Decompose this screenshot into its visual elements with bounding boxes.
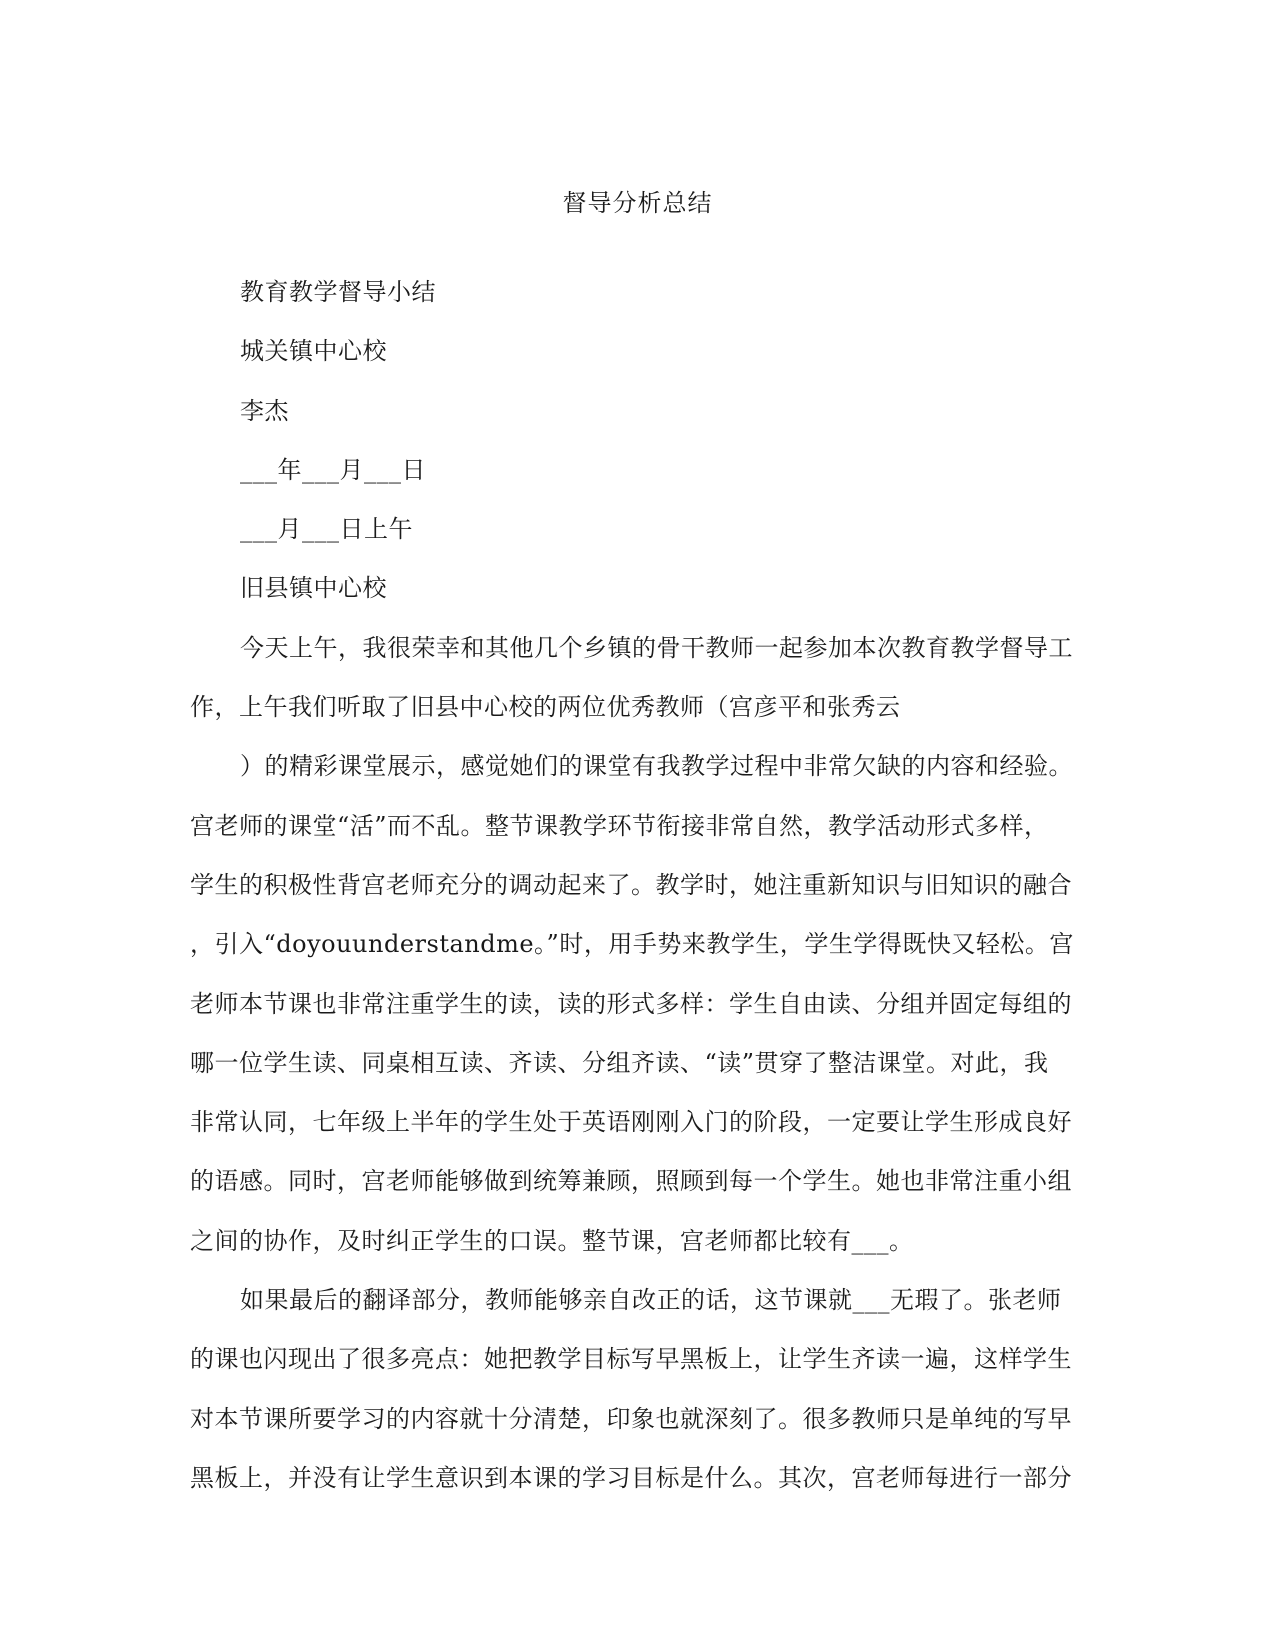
- body-line: 之间的协作，及时纠正学生的口误。整节课，宫老师都比较有___。: [190, 1226, 914, 1255]
- body-line: 如果最后的翻译部分，教师能够亲自改正的话，这节课就___无瑕了。张老师: [240, 1286, 1062, 1315]
- body-line: 的语感。同时，宫老师能够做到统筹兼顾，照顾到每一个学生。她也非常注重小组: [190, 1167, 1072, 1196]
- body-line: 学生的积极性背宫老师充分的调动起来了。教学时，她注重新知识与旧知识的融合: [190, 870, 1072, 899]
- body-line: 非常认同，七年级上半年的学生处于英语刚刚入门的阶段，一定要让学生形成良好: [190, 1108, 1072, 1137]
- body-line: 教育教学督导小结: [240, 278, 436, 306]
- body-line: 李杰: [240, 396, 289, 425]
- body-line: 对本节课所要学习的内容就十分清楚，印象也就深刻了。很多教师只是单纯的写早: [190, 1404, 1072, 1433]
- document-body: [190, 263, 1092, 1508]
- body-line: 黑板上，并没有让学生意识到本课的学习目标是什么。其次，宫老师每进行一部分: [190, 1463, 1072, 1492]
- body-line: ___月___日上午: [240, 515, 413, 544]
- body-line: 今天上午，我很荣幸和其他几个乡镇的骨干教师一起参加本次教育教学督导工: [240, 633, 1073, 662]
- body-line: ___年___月___日: [240, 455, 426, 484]
- body-line: 作，上午我们听取了旧县中心校的两位优秀教师（宫彦平和张秀云: [190, 693, 901, 722]
- body-line: ）的精彩课堂展示，感觉她们的课堂有我教学过程中非常欠缺的内容和经验。: [240, 752, 1073, 781]
- body-line: 宫老师的课堂“活”而不乱。整节课教学环节衔接非常自然，教学活动形式多样，: [190, 811, 1049, 840]
- document-title: 督导分析总结: [562, 189, 713, 217]
- body-line: ，引入“doyouunderstandme。”时，用手势来教学生，学生学得既快又轻松。宫: [190, 930, 1074, 959]
- body-line: 哪一位学生读、同桌相互读、齐读、分组齐读、“读”贯穿了整洁课堂。对此，我: [190, 1048, 1049, 1077]
- body-line: 的课也闪现出了很多亮点：她把教学目标写早黑板上，让学生齐读一遍，这样学生: [190, 1345, 1072, 1374]
- body-line: 城关镇中心校: [240, 337, 387, 366]
- body-line: 旧县镇中心校: [240, 574, 387, 603]
- body-line: 老师本节课也非常注重学生的读，读的形式多样：学生自由读、分组并固定每组的: [190, 989, 1072, 1018]
